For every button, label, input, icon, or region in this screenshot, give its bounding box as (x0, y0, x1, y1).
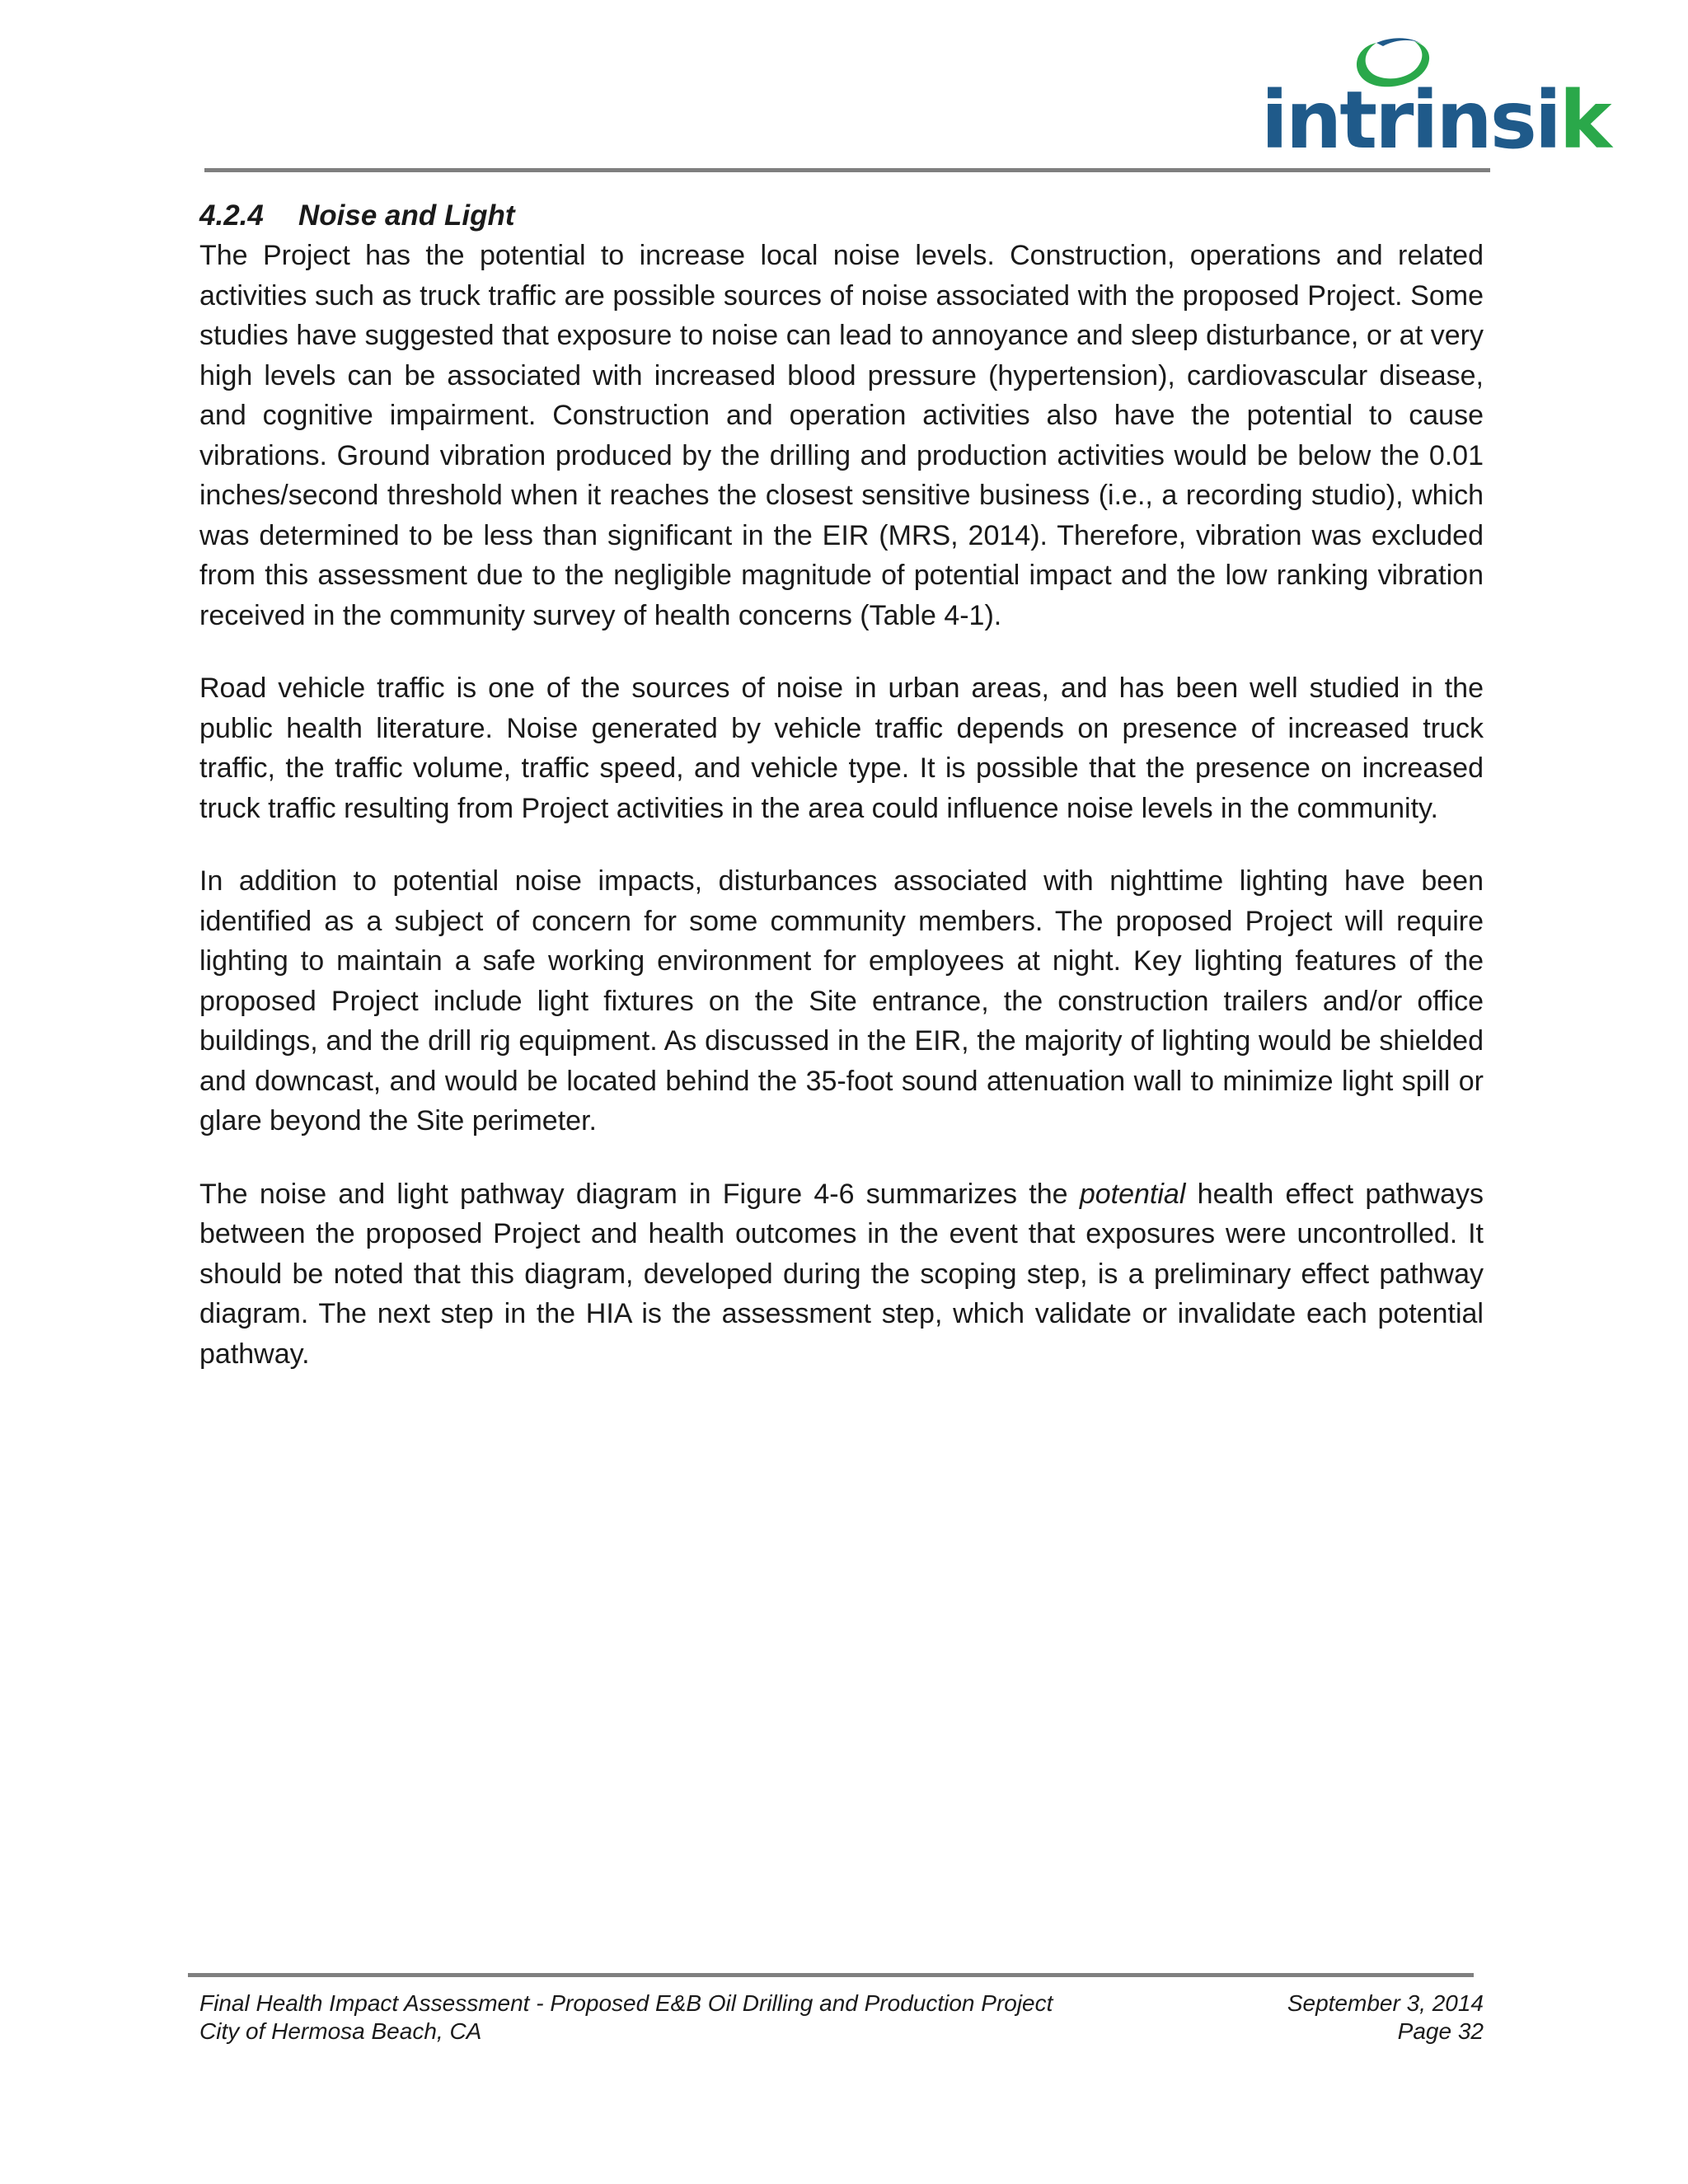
footer-date: September 3, 2014 (1287, 1990, 1484, 2016)
footer-page-number: Page 32 (1397, 2018, 1484, 2044)
paragraph-pathway-text-2: health effect pathways between the proposed Project and health outcomes in the event that exposures were uncontrolled. It should be noted that this diagram, developed during the scoping step, is a preliminary effect pathway diagram. The next step in the HIA is the assessment step, which validate or invalidate each potential pathway. (199, 1178, 1484, 1370)
document-body (199, 196, 1484, 1407)
footer-divider (188, 1973, 1474, 1977)
section-title: Noise and Light (298, 199, 515, 232)
footer-doc-title: Final Health Impact Assessment - Proposed E&B Oil Drilling and Production Project (199, 1990, 1053, 2016)
paragraph-pathway-diagram (199, 1174, 1484, 1375)
logo-text-accent: k (1559, 74, 1610, 166)
page-footer (199, 1990, 1484, 2046)
footer-row-1 (199, 1990, 1484, 2018)
paragraph-lighting: In addition to potential noise impacts, disturbances associated with nighttime lighting have been identified as a subject of concern for some community members. The proposed Project will require lighting to maintain a safe working environment for employees at night. Key lighting features of the proposed Project include light fixtures on the Site entrance, the construction trailers and/or office buildings, and the drill rig equipment. As discussed in the EIR, the majority of lighting would be shielded and downcast, and would be located behind the 35-foot sound attenuation wall to minimize light spill or glare beyond the Site perimeter. (199, 865, 1484, 1137)
section-heading (199, 196, 1484, 236)
section-number: 4.2.4 (199, 199, 264, 232)
paragraph-noise-overview: The Project has the potential to increase local noise levels. Construction, operations and related activities such as truck traffic are possible sources of noise associated with the proposed Project. Some studies have suggested that exposure to noise can lead to annoyance and sleep disturbance, or at very high levels can be associated with increased blood pressure (hypertension), cardiovascular disease, and cognitive impairment. Construction and operation activities also have the potential to cause vibrations. Ground vibration produced by the drilling and production activities would be below the 0.01 inches/second threshold when it reaches the closest sensitive business (i.e., a recording studio), which was determined to be less than significant in the EIR (MRS, 2014). Therefore, vibration was excluded from this assessment due to the negligible magnitude of potential impact and the low ranking vibration received in the community survey of health concerns (Table 4-1). (199, 240, 1484, 631)
intrinsik-logo (1261, 31, 1610, 166)
paragraph-pathway-text-1: The noise and light pathway diagram in Figure 4-6 summarizes the (199, 1178, 1080, 1210)
paragraph-pathway-emphasis: potential (1079, 1178, 1186, 1210)
paragraph-road-traffic: Road vehicle traffic is one of the sources of noise in urban areas, and has been well studied in the public health literature. Noise generated by vehicle traffic depends on presence of increased truck traffic, the traffic volume, traffic speed, and vehicle type. It is possible that the presence on increased truck traffic resulting from Project activities in the area could influence noise levels in the community. (199, 673, 1484, 824)
footer-location: City of Hermosa Beach, CA (199, 2018, 482, 2044)
logo-text-main: intrinsi (1261, 74, 1559, 166)
header-divider (204, 168, 1490, 172)
footer-row-2 (199, 2018, 1484, 2046)
logo-wordmark (1261, 74, 1610, 166)
